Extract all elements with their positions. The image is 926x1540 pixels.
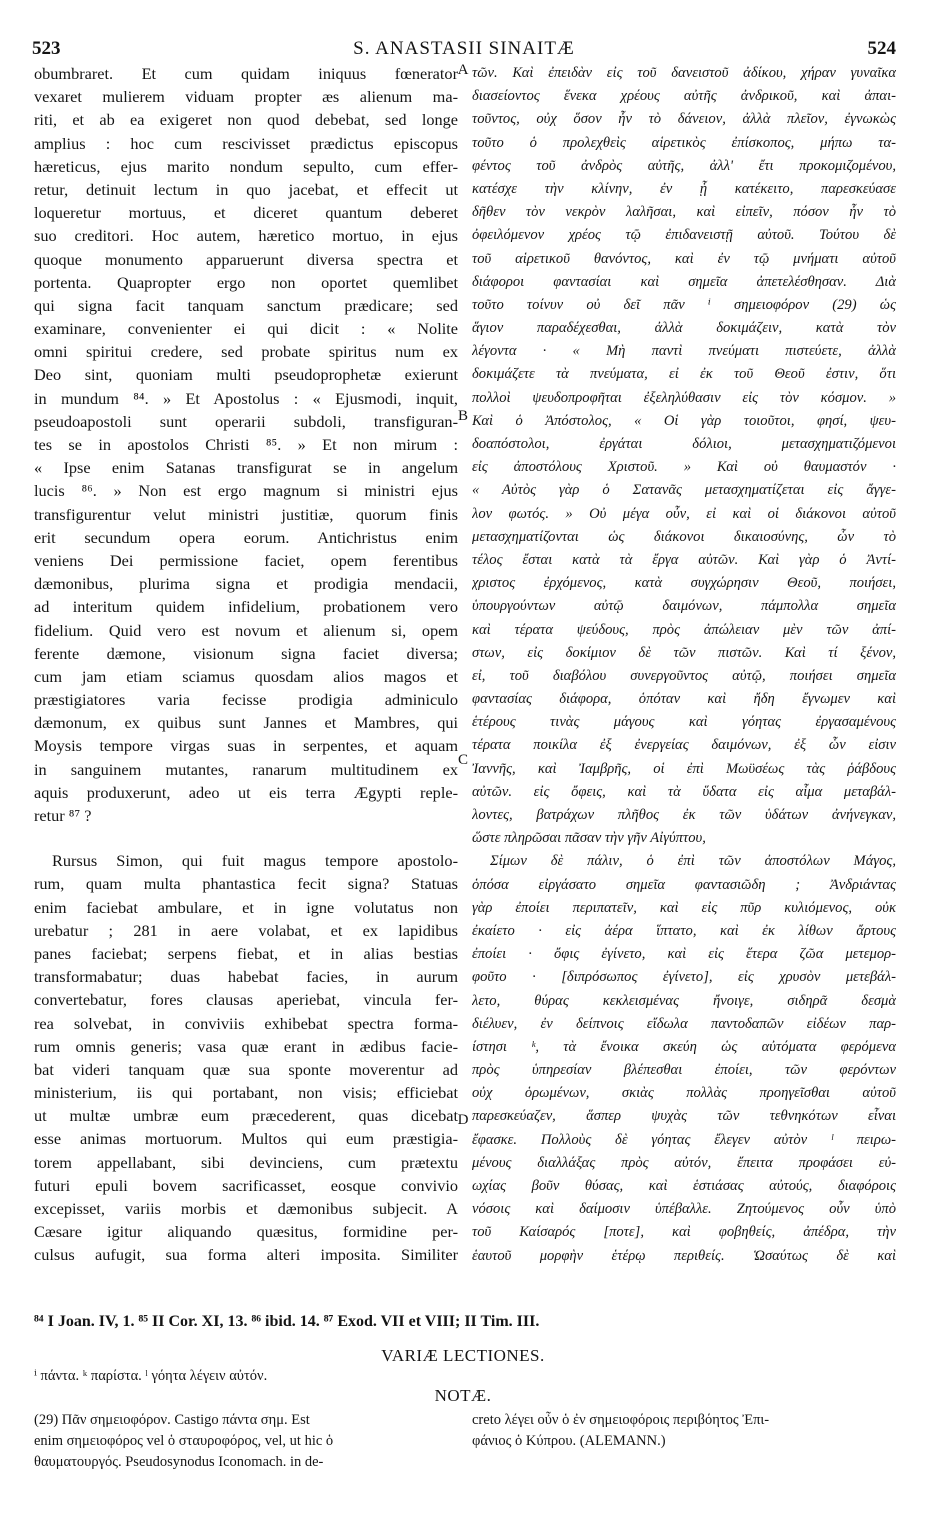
greek-line: ὑπουργούντων αὐτῷ δαιμόνων, πάμπολλα σημεῖα [472,598,896,615]
latin-line: urebatur ; 281 in aere volabat, et ex lapidibus [34,920,458,940]
latin-line: Rursus Simon, qui fuit magus tempore apostolo- [52,851,458,871]
note-line: θαυματουργός. Pseudosynodus Iconomach. in de- [34,1454,324,1470]
greek-column [472,62,896,1268]
greek-line: μετασχηματίζονται ὡς διάκονοι δικαιοσύνης, ὧν τὸ [472,528,896,545]
latin-line: hæreticus, ejus marito nondum sepulto, cum effer- [34,156,458,176]
latin-line: ministerium, iis qui portabant, non visis; efficiebat [34,1083,458,1103]
greek-line: ὁπόσα εἰργάσατο σημεῖα φαντασιῶδη ; Ἀνδριάντας [472,876,896,893]
greek-line: λέγοντα · « Μὴ παντὶ πνεύματι πιστεύετε, ἀλλὰ [472,343,896,360]
latin-line: erit secundum opera eorum. Antichristus enim [34,527,458,547]
latin-line: ut multæ umbræ eum præcederent, quas dicebat [34,1106,458,1126]
latin-line: rea solvebat, in conviviis exhibebat spectra forma- [34,1013,458,1033]
greek-line: τοῦντος, οὐχ ὅσον ἦν τὸ δάνειον, ἀλλὰ πλεῖον, ἐγνωκὼς [472,111,896,128]
latin-line: culsus aufugit, sua forma alteri imposita. Similiter [34,1245,458,1265]
greek-line: φέντος τοῦ ἀνδρὸς αὐτῆς, ἀλλ' ἔτι προκομιζομένου, [472,157,896,174]
latin-line: riti, et ab ea exigeret non quod debebat, sed longe [34,110,458,130]
note-line: enim σημειοφόρος vel ὁ σταυροφόρος, vel, ut hic ὁ [34,1433,334,1449]
greek-line: παρεσκεύαζεν, ἅσπερ ψυχὰς τῶν τεθνηκότων εἶναι [472,1108,896,1125]
greek-line: Σίμων δὲ πάλιν, ὁ ἐπὶ τῶν ἀποστόλων Μάγος, [490,853,896,870]
greek-line: ἅγιον παραδέχεσθαι, ἀλλὰ δοκιμάζειν, κατὰ τὸν [472,320,896,337]
greek-line: καὶ τέρατα ψεύδους, πρὸς ἀπώλειαν μὲν τῶν ἀπί- [472,621,896,638]
page-number-right: 524 [867,38,896,59]
latin-line: torem appellabant, sibi devinciens, cum prætextu [34,1152,458,1172]
margin-mark-d: D [457,1112,469,1128]
greek-line: λετο, θύρας κεκλεισμένας ἤνοιγε, σιδηρᾶ δεσμὰ [472,992,896,1009]
latin-line: veniens Dei permissione faciet, opem ferentibus [34,550,458,570]
latin-line: lucis ⁸⁶. » Non est ergo magnum si ministri ejus [34,481,458,501]
greek-line: εἰς ἀποστόλους Χριστοῦ. » Καὶ οὐ θαυμαστόν · [472,459,896,476]
latin-line: pseudoapostoli sunt operarii subdoli, transfiguran- [34,411,458,431]
greek-line: τέλος ἔσται κατὰ τὰ ἔργα αὐτῶν. Καὶ γὰρ ὁ Ἀντί- [472,551,896,568]
latin-line: portenta. Quapropter ergo non oportet quemlibet [34,272,458,292]
greek-line: δῆθεν τὸν νεκρὸν λαλῆσαι, καὶ εἰπεῖν, πόσον ἦν τὸ [472,204,896,221]
latin-line: futuri epuli bovem sacrificasset, eosque convivio [34,1175,458,1195]
greek-line: μένους διαλλάξας πρὸς αὐτόν, ἔπειτα προφάσει εὐ- [472,1154,896,1171]
latin-line: qui signa facit tanquam sanctum prædicare; sed [34,295,458,315]
greek-line: φαντασίας διάφορα, ὁπόταν καὶ ἤδη ἔγνωμεν καὶ [472,691,896,708]
greek-line: διασείοντος ἕνεκα χρέους αὐτῆς ἀνδρικοῦ, καὶ ἀπαι- [472,88,896,105]
notae-heading: NOTÆ. [434,1386,492,1405]
latin-line: fidelium. Quid vero est novum et alienum si, opem [34,620,458,640]
latin-line: esse animas mortuorum. Multos qui eum præstigia- [34,1129,458,1149]
latin-line: cum jam etiam sciamus quosdam alios magos et [34,666,458,686]
greek-line: κατέσχε τὴν κλίνην, ἐν ᾗ κατέκειτο, παρεσκεύασε [472,180,896,197]
greek-line: τοῦτο τοίνυν οὐ δεῖ πᾶν ⁱ σημειοφόρον (29) ὡς [472,296,896,313]
latin-line: præstigiatores varia fecisse prodigia adminiculo [34,690,458,710]
greek-line: ὀφειλόμενον χρέος τῷ ἐπιδανειστῇ αὐτοῦ. Τούτου δὲ [472,227,896,244]
latin-line: dæmonum, ex quibus sunt Jannes et Mambres, qui [34,713,458,733]
latin-line: transformabatur; duas habebat facies, in aurum [34,967,458,987]
page-number-left: 523 [32,38,61,59]
latin-line: « Ipse enim Satanas transfigurat se in angelum [34,458,458,478]
greek-line: δοκιμάζετε τὰ πνεύματα, εἰ ἐκ τοῦ Θεοῦ ἐστιν, ὅτι [472,366,896,383]
variae-lectiones: ⁱ πάντα. ᵏ παρίστα. ˡ γόητα λέγειν αὐτόν. [34,1368,268,1384]
latin-line: in mundum ⁸⁴. » Et Apostolus : « Ejusmodi, inquit, [34,388,458,408]
greek-line: οὐχ ὁρωμένων, σκιὰς πολλὰς προηγεῖσθαι αὐτοῦ [472,1085,896,1102]
latin-line: omni spiritui credere, sed probate spiritus num ex [34,342,458,362]
latin-line: rum, quam multa phantastica fecit signa? Statuas [34,874,458,894]
greek-line: πρὸς ὑπηρεσίαν βλέπεσθαι ἐποίει, τῶν φερόντων [472,1062,896,1079]
running-title: S. ANASTASII SINAITÆ [353,38,575,59]
margin-mark-a: A [457,62,469,78]
latin-line: panes faciebat; serpens fiebat, et in alias bestias [34,943,458,963]
latin-line: dæmonibus, plurima signa et prodigia mendacii, [34,574,458,594]
latin-line: Cæsare igitur aliquando quæsitus, formidine per- [34,1222,458,1242]
latin-line: Deo sint, quoniam multi pseudoprophetæ exierunt [34,365,458,385]
latin-line: transfigurentur velut ministri justitiæ, quorum finis [34,504,458,524]
latin-line: suo creditori. Hoc autem, hæretico mortuo, in ejus [34,226,458,246]
running-header [32,36,896,62]
latin-line: convertebatur, fores clausas aperiebat, vincula fer- [34,990,458,1010]
latin-line: tes se in apostolos Christi ⁸⁵. » Et non mirum : [34,435,458,454]
latin-line: ferente dæmone, visionum signa faciet diversa; [34,643,458,663]
greek-line: τέρατα ποικίλα ἐξ ἐνεργείας δαιμόνων, ἐξ ὧν εἰσιν [472,737,896,754]
greek-line: ὥστε πληρῶσαι πᾶσαν τὴν γῆν Αἰγύπτου, [472,830,706,847]
latin-line: retur, detinuit lectum in quo jacebat, et effecit ut [34,179,458,199]
greek-line: ἐκαίετο · εἰς ἀέρα ἵπτατο, καὶ ἐκ λίθων ἄρτους [472,922,896,939]
greek-line: τῶν. Καὶ ἐπειδὰν εἰς τοῦ δανειστοῦ ἀδίκου, χήραν γυναῖκα [472,65,896,81]
greek-line: δοαπόστολοι, ἐργάται δόλιοι, μετασχηματιζόμενοι [472,436,896,452]
greek-line: διέλυεν, ἐν δείπνοις εἴδωλα παντοδαπῶν εἰδέων παρ- [472,1015,896,1032]
note-right-column [472,1410,896,1452]
latin-line: excepisset, variis morbis et dæmonibus subjecit. A [34,1199,458,1218]
latin-line: bat videri tanquam quæ sua sponte moverentur ad [34,1059,458,1079]
latin-line: ad interitum quidem infidelium, probationem vero [34,597,458,617]
greek-line: γὰρ ἐποίει περιπατεῖν, καὶ εἰς πῦρ κυλιόμενος, οὐκ [472,899,896,916]
greek-line: Καὶ ὁ Ἀπόστολος, « Οἱ γὰρ τοιοῦτοι, φησί, ψευ- [472,412,896,429]
scripture-references: ⁸⁴ I Joan. IV, 1. ⁸⁵ II Cor. XI, 13. ⁸⁶ ibid. 14. ⁸⁷ Exod. VII et VIII; II Tim. III. [34,1313,540,1330]
latin-line: vexaret mulierem viduam propter æs alienum ma- [34,87,458,107]
latin-line: in sanguinem mutantes, ranarum multitudinem ex [34,759,458,779]
greek-line: τοῦ αἱρετικοῦ θανόντος, καὶ ἐν τῷ μνήματι αὐτοῦ [472,250,896,267]
greek-line: ἑαυτοῦ μορφὴν ἑτέρῳ περιθείς. Ὡσαύτως δὲ καὶ [472,1247,896,1264]
latin-line: amplius : hoc cum rescivisset prædictus episcopus [34,133,458,153]
greek-line: ἔφασκε. Πολλοὺς δὲ γόητας ἔλεγεν αὐτὸν ˡ πειρω- [472,1131,896,1148]
note-line: creto λέγει οὖν ὁ ἐν σημειοφόροις περιβόητος Ἐπι- [472,1412,770,1428]
variae-lectiones-heading: VARIÆ LECTIONES. [381,1346,545,1365]
greek-line: διάφοροι φαντασίαι καὶ σημεῖα ἀπετελέσθησαν. Διὰ [472,273,896,290]
greek-line: νόσοις καὶ δαίμοσιν ὑπέβαλλε. Ζητούμενος οὖν ὑπὸ [472,1201,896,1218]
greek-line: φοῦτο · [διπρόσωπος ἐγίνετο], εἰς χρυσὸν μετεβάλ- [472,969,896,986]
latin-line: rum omnis generis; vasa quæ erant in ædibus facie- [34,1036,458,1056]
greek-line: πολλοὶ ψευδοπροφῆται ἐξεληλύθασιν εἰς τὸν κόσμον. » [472,389,896,406]
greek-line: χριστος ἐρχόμενος, κατὰ συγχώρησιν Θεοῦ, ποιήσει, [472,575,896,592]
note-line: φάνιος ὁ Κύπρου. (ALEMANN.) [472,1433,666,1449]
greek-line: λον φωτός. » Οὐ μέγα οὖν, εἰ καὶ οἱ διάκονοι αὐτοῦ [472,505,896,522]
greek-line: ίστησι ᵏ, τὰ ἔνοικα σκεύη ὡς αὐτόματα φερόμενα [472,1038,896,1055]
greek-line: ἐποίει · ὄφις ἐγίνετο, καὶ εἰς ἕτερα ζῶα μετεμορ- [472,946,896,963]
paragraph-gap [34,827,458,849]
greek-line: στων, εἰς δοκίμιον δὲ τῶν πιστῶν. Καὶ τί ξένον, [472,644,896,661]
greek-line: Ἰαννῆς, καὶ Ἰαμβρῆς, οἱ ἐπὶ Μωϋσέως τὰς ῥάβδους [472,760,896,777]
greek-line: ωχίας βοῦν θύσας, καὶ ἑστιάσας αὐτούς, διαφόροις [472,1178,896,1194]
latin-line: examinare, convenienter ei qui dicit : « Nolite [34,319,458,339]
latin-line: aquis produxerunt, adeo ut eis terra Ægypti reple- [34,782,458,802]
margin-mark-c: C [457,752,468,768]
latin-line: enim faciebat ambulare, et in igne volutatus non [34,897,458,917]
latin-line: quoque monumento apparuerunt diversa spectra et [34,249,458,269]
latin-column [34,62,458,1267]
latin-line: Moysis tempore virgas suas in serpentes, et aquam [34,736,458,756]
latin-line: loqueretur mortuus, et diceret quantum deberet [34,203,458,223]
note-line: (29) Πᾶν σημειοφόρον. Castigo πάντα σημ. Est [34,1412,310,1428]
margin-mark-b: B [457,408,468,424]
greek-line: τοῦτο ὁ προλεχθεὶς αἱρετικὸς ἐπίσκοπος, μήπω τα- [472,134,896,151]
greek-line: αὐτῶν. εἰς ὄφεις, καὶ τὰ ὕδατα εἰς αἷμα μεταβάλ- [472,783,896,800]
greek-line: ἑτέρους τινὰς μάγους καὶ γόητας ἐργασαμένους [472,714,896,731]
greek-line: λοντες, βατράχων πλῆθος ἐκ τῶν ὑδάτων ἀνήνεγκαν, [472,807,896,823]
greek-line: εἰ, τοῦ διαβόλου συνεργοῦντος αὐτῷ, ποιήσει σημεῖα [472,667,896,684]
latin-line: retur ⁸⁷ ? [34,806,92,825]
greek-line: « Αὐτὸς γὰρ ὁ Σατανᾶς μετασχηματίζεται εἰς ἄγγε- [472,482,896,499]
greek-line: τοῦ Καίσαρός [ποτε], καὶ φοβηθείς, ἀπέδρα, τὴν [472,1224,896,1241]
note-left-column [34,1410,444,1473]
latin-line: obumbraret. Et cum quidam iniquus fœnerator [34,64,458,83]
